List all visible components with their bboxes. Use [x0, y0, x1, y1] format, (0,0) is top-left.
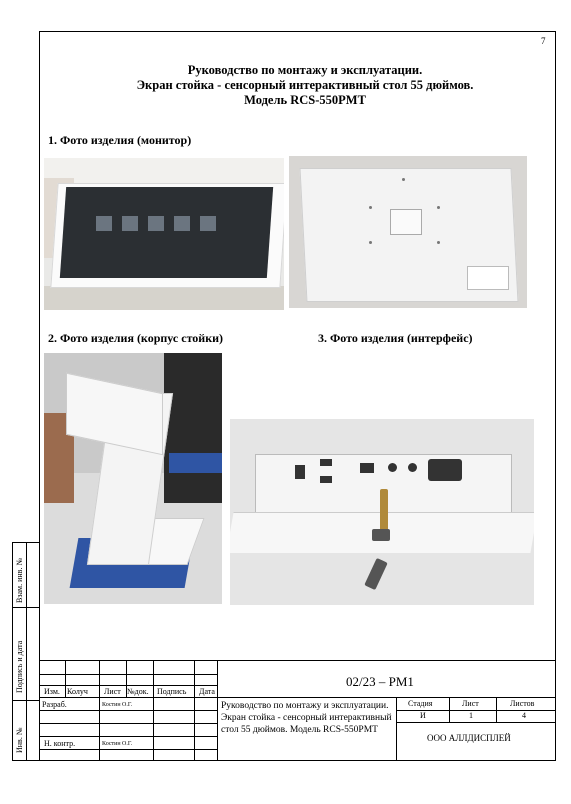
stamp-header-podpis: Подпись: [157, 687, 187, 696]
side-label-vzam: Взам. инв. №: [15, 557, 24, 603]
section-1-heading: 1. Фото изделия (монитор): [48, 133, 192, 147]
title-line-1: Руководство по монтажу и эксплуатации.: [187, 63, 423, 77]
stamp-sheet-value: 1: [469, 711, 473, 720]
stamp-nkontr-label: Н. контр.: [44, 739, 76, 748]
side-label-inv: Инв. №: [15, 727, 24, 753]
stamp-stage-value: И: [420, 711, 426, 720]
side-label-podpis: Подпись и дата: [15, 640, 24, 693]
title-line-2: Экран стойка - сенсорный интерактивный стол 55 дюймов.: [136, 78, 474, 92]
page-number: 7: [541, 36, 546, 46]
stamp-doc-code: 02/23 – PM1: [346, 674, 414, 689]
stamp-header-ndok: №док.: [127, 687, 149, 696]
stamp-razrab-label: Разраб.: [42, 700, 67, 709]
stamp-sheets-label: Листов: [510, 699, 535, 708]
stamp-nkontr-name: Костин О.Г.: [102, 741, 133, 747]
title-line-3: Модель RCS-550PMT: [244, 93, 366, 107]
stamp-header-koluch: Колуч: [67, 687, 88, 696]
section-3-heading: 3. Фото изделия (интерфейс): [318, 331, 473, 345]
photo-monitor-front: [44, 158, 284, 310]
stamp-sheet-label: Лист: [462, 699, 479, 708]
stamp-header-list: Лист: [104, 687, 121, 696]
stamp-doc-title: Руководство по монтажу и эксплуатации. Экран стойка - сенсорный интерактивный стол 55 дюймов. Модель RCS-550PMT: [221, 701, 392, 735]
stamp-company: ООО АЛЛДИСПЛЕЙ: [427, 733, 511, 743]
photo-monitor-back: [289, 156, 527, 308]
stamp-sheets-value: 4: [522, 711, 526, 720]
stamp-stage-label: Стадия: [408, 699, 433, 708]
stamp-header-data: Дата: [199, 687, 215, 696]
stamp-header-izm: Изм.: [44, 687, 60, 696]
photo-stand-body: [44, 353, 222, 604]
photo-interface: [230, 419, 534, 605]
stamp-razrab-name: Костин О.Г.: [102, 702, 133, 708]
section-2-heading: 2. Фото изделия (корпус стойки): [48, 331, 224, 345]
